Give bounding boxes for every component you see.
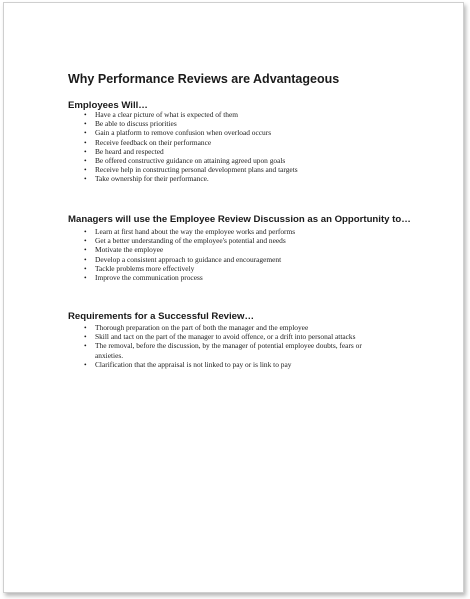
list-item: • Take ownership for their performance. — [84, 174, 384, 183]
list-item: • Gain a platform to remove confusion when overload occurs — [84, 128, 384, 137]
list-item: • Clarification that the appraisal is not linked to pay or is link to pay — [84, 360, 384, 369]
list-item: • Receive feedback on their performance — [84, 138, 384, 147]
list-item: • Develop a consistent approach to guidance and encouragement — [84, 255, 384, 264]
list-item: • Learn at first hand about the way the employee works and performs — [84, 227, 384, 236]
document-page — [3, 2, 464, 593]
list-item: • Thorough preparation on the part of both the manager and the employee — [84, 323, 384, 332]
section-heading-requirements: Requirements for a Successful Review… — [68, 311, 255, 322]
employees-bullet-list — [84, 110, 384, 184]
section-heading-employees: Employees Will… — [68, 100, 148, 111]
managers-bullet-list — [84, 227, 384, 282]
list-item: • Be heard and respected — [84, 147, 384, 156]
list-item: • Be offered constructive guidance on attaining agreed upon goals — [84, 156, 384, 165]
list-item: • Improve the communication process — [84, 273, 384, 282]
requirements-bullet-list — [84, 323, 384, 369]
list-item: • Skill and tact on the part of the manager to avoid offence, or a drift into personal attacks — [84, 332, 384, 341]
list-item: • Motivate the employee — [84, 245, 384, 254]
list-item: • Tackle problems more effectively — [84, 264, 384, 273]
list-item: • Get a better understanding of the employee's potential and needs — [84, 236, 384, 245]
list-item: • The removal, before the discussion, by the manager of potential employee doubts, fears or anxieties. — [84, 341, 384, 359]
list-item: • Have a clear picture of what is expected of them — [84, 110, 384, 119]
document-title: Why Performance Reviews are Advantageous — [68, 72, 340, 86]
list-item: • Be able to discuss priorities — [84, 119, 384, 128]
list-item: • Receive help in constructing personal development plans and targets — [84, 165, 384, 174]
section-heading-managers: Managers will use the Employee Review Discussion as an Opportunity to… — [68, 214, 411, 225]
